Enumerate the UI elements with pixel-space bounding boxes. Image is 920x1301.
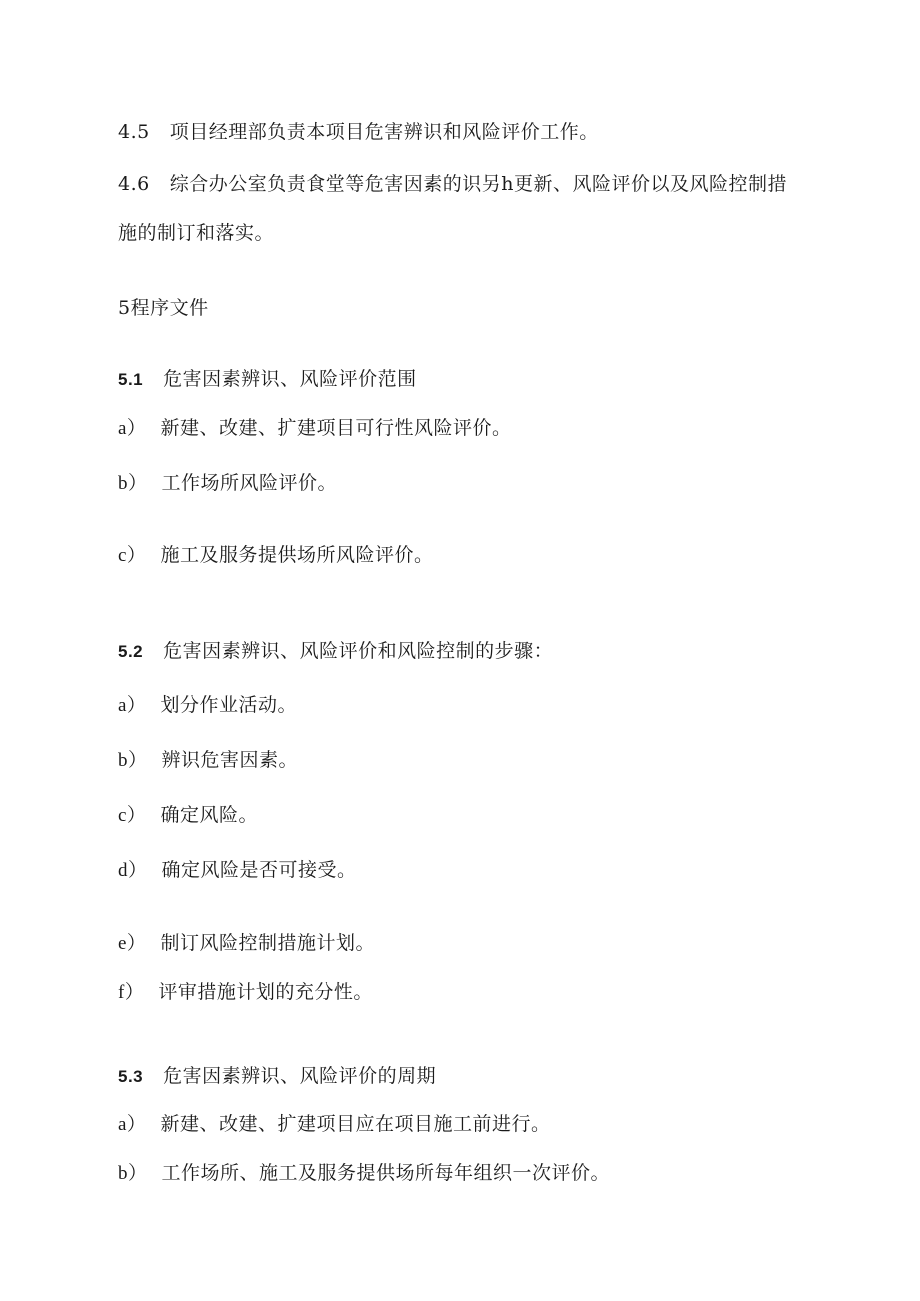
list-marker: b） — [118, 750, 148, 771]
clause-text: 综合办公室负责食堂等危害因素的识另h更新、风险评价以及风险控制措 — [169, 173, 787, 195]
paragraph-4-6 — [118, 172, 787, 196]
section-number: 5.1 — [118, 370, 144, 389]
list-marker: a） — [118, 695, 147, 716]
list-item — [118, 471, 337, 496]
section-5-2-heading — [118, 639, 553, 664]
list-item — [118, 1112, 550, 1137]
list-marker: c） — [118, 545, 147, 566]
section-number: 5.3 — [118, 1067, 144, 1086]
list-item-text: 划分作业活动。 — [160, 694, 297, 716]
list-item-text: 确定风险。 — [160, 804, 258, 826]
section-number: 5.2 — [118, 642, 144, 661]
section-5-1-heading — [118, 367, 417, 392]
list-item — [118, 543, 433, 568]
list-marker: a） — [118, 1114, 147, 1135]
list-item — [118, 980, 373, 1005]
section-5-3-heading — [118, 1064, 436, 1089]
list-item-text: 工作场所风险评价。 — [161, 472, 338, 494]
list-item — [118, 858, 357, 883]
procedure-heading — [118, 296, 209, 320]
list-item-text: 工作场所、施工及服务提供场所每年组织一次评价。 — [161, 1162, 611, 1184]
list-item-text: 评审措施计划的充分性。 — [158, 981, 373, 1003]
list-marker: d） — [118, 860, 148, 881]
list-item-text: 确定风险是否可接受。 — [161, 859, 357, 881]
list-item-text: 新建、改建、扩建项目应在项目施工前进行。 — [160, 1113, 551, 1135]
paragraph-4-6-continued — [118, 221, 274, 245]
list-marker: b） — [118, 473, 148, 494]
list-item-text: 施工及服务提供场所风险评价。 — [160, 544, 434, 566]
list-marker: a） — [118, 418, 147, 439]
list-marker: e） — [118, 933, 147, 954]
clause-number: 4.5 — [118, 121, 150, 143]
clause-text: 项目经理部负责本项目危害辨识和风险评价工作。 — [169, 121, 599, 143]
list-item-text: 新建、改建、扩建项目可行性风险评价。 — [160, 417, 512, 439]
section-title: 5程序文件 — [118, 297, 209, 319]
list-marker: f） — [118, 982, 145, 1003]
list-item — [118, 748, 298, 773]
list-item — [118, 1161, 610, 1186]
section-title: 危害因素辨识、风险评价的周期 — [163, 1065, 437, 1087]
list-item — [118, 416, 511, 441]
list-item-text: 辨识危害因素。 — [161, 749, 299, 771]
section-title: 危害因素辨识、风险评价和风险控制的步骤： — [163, 640, 554, 662]
list-marker: c） — [118, 805, 147, 826]
list-marker: b） — [118, 1163, 148, 1184]
list-item-text: 制订风险控制措施计划。 — [160, 932, 375, 954]
clause-number: 4.6 — [118, 173, 150, 195]
list-item — [118, 693, 297, 718]
list-item — [118, 931, 375, 956]
clause-text: 施的制订和落实。 — [118, 222, 275, 244]
paragraph-4-5 — [118, 120, 599, 144]
list-item — [118, 803, 258, 828]
section-title: 危害因素辨识、风险评价范围 — [163, 368, 417, 390]
